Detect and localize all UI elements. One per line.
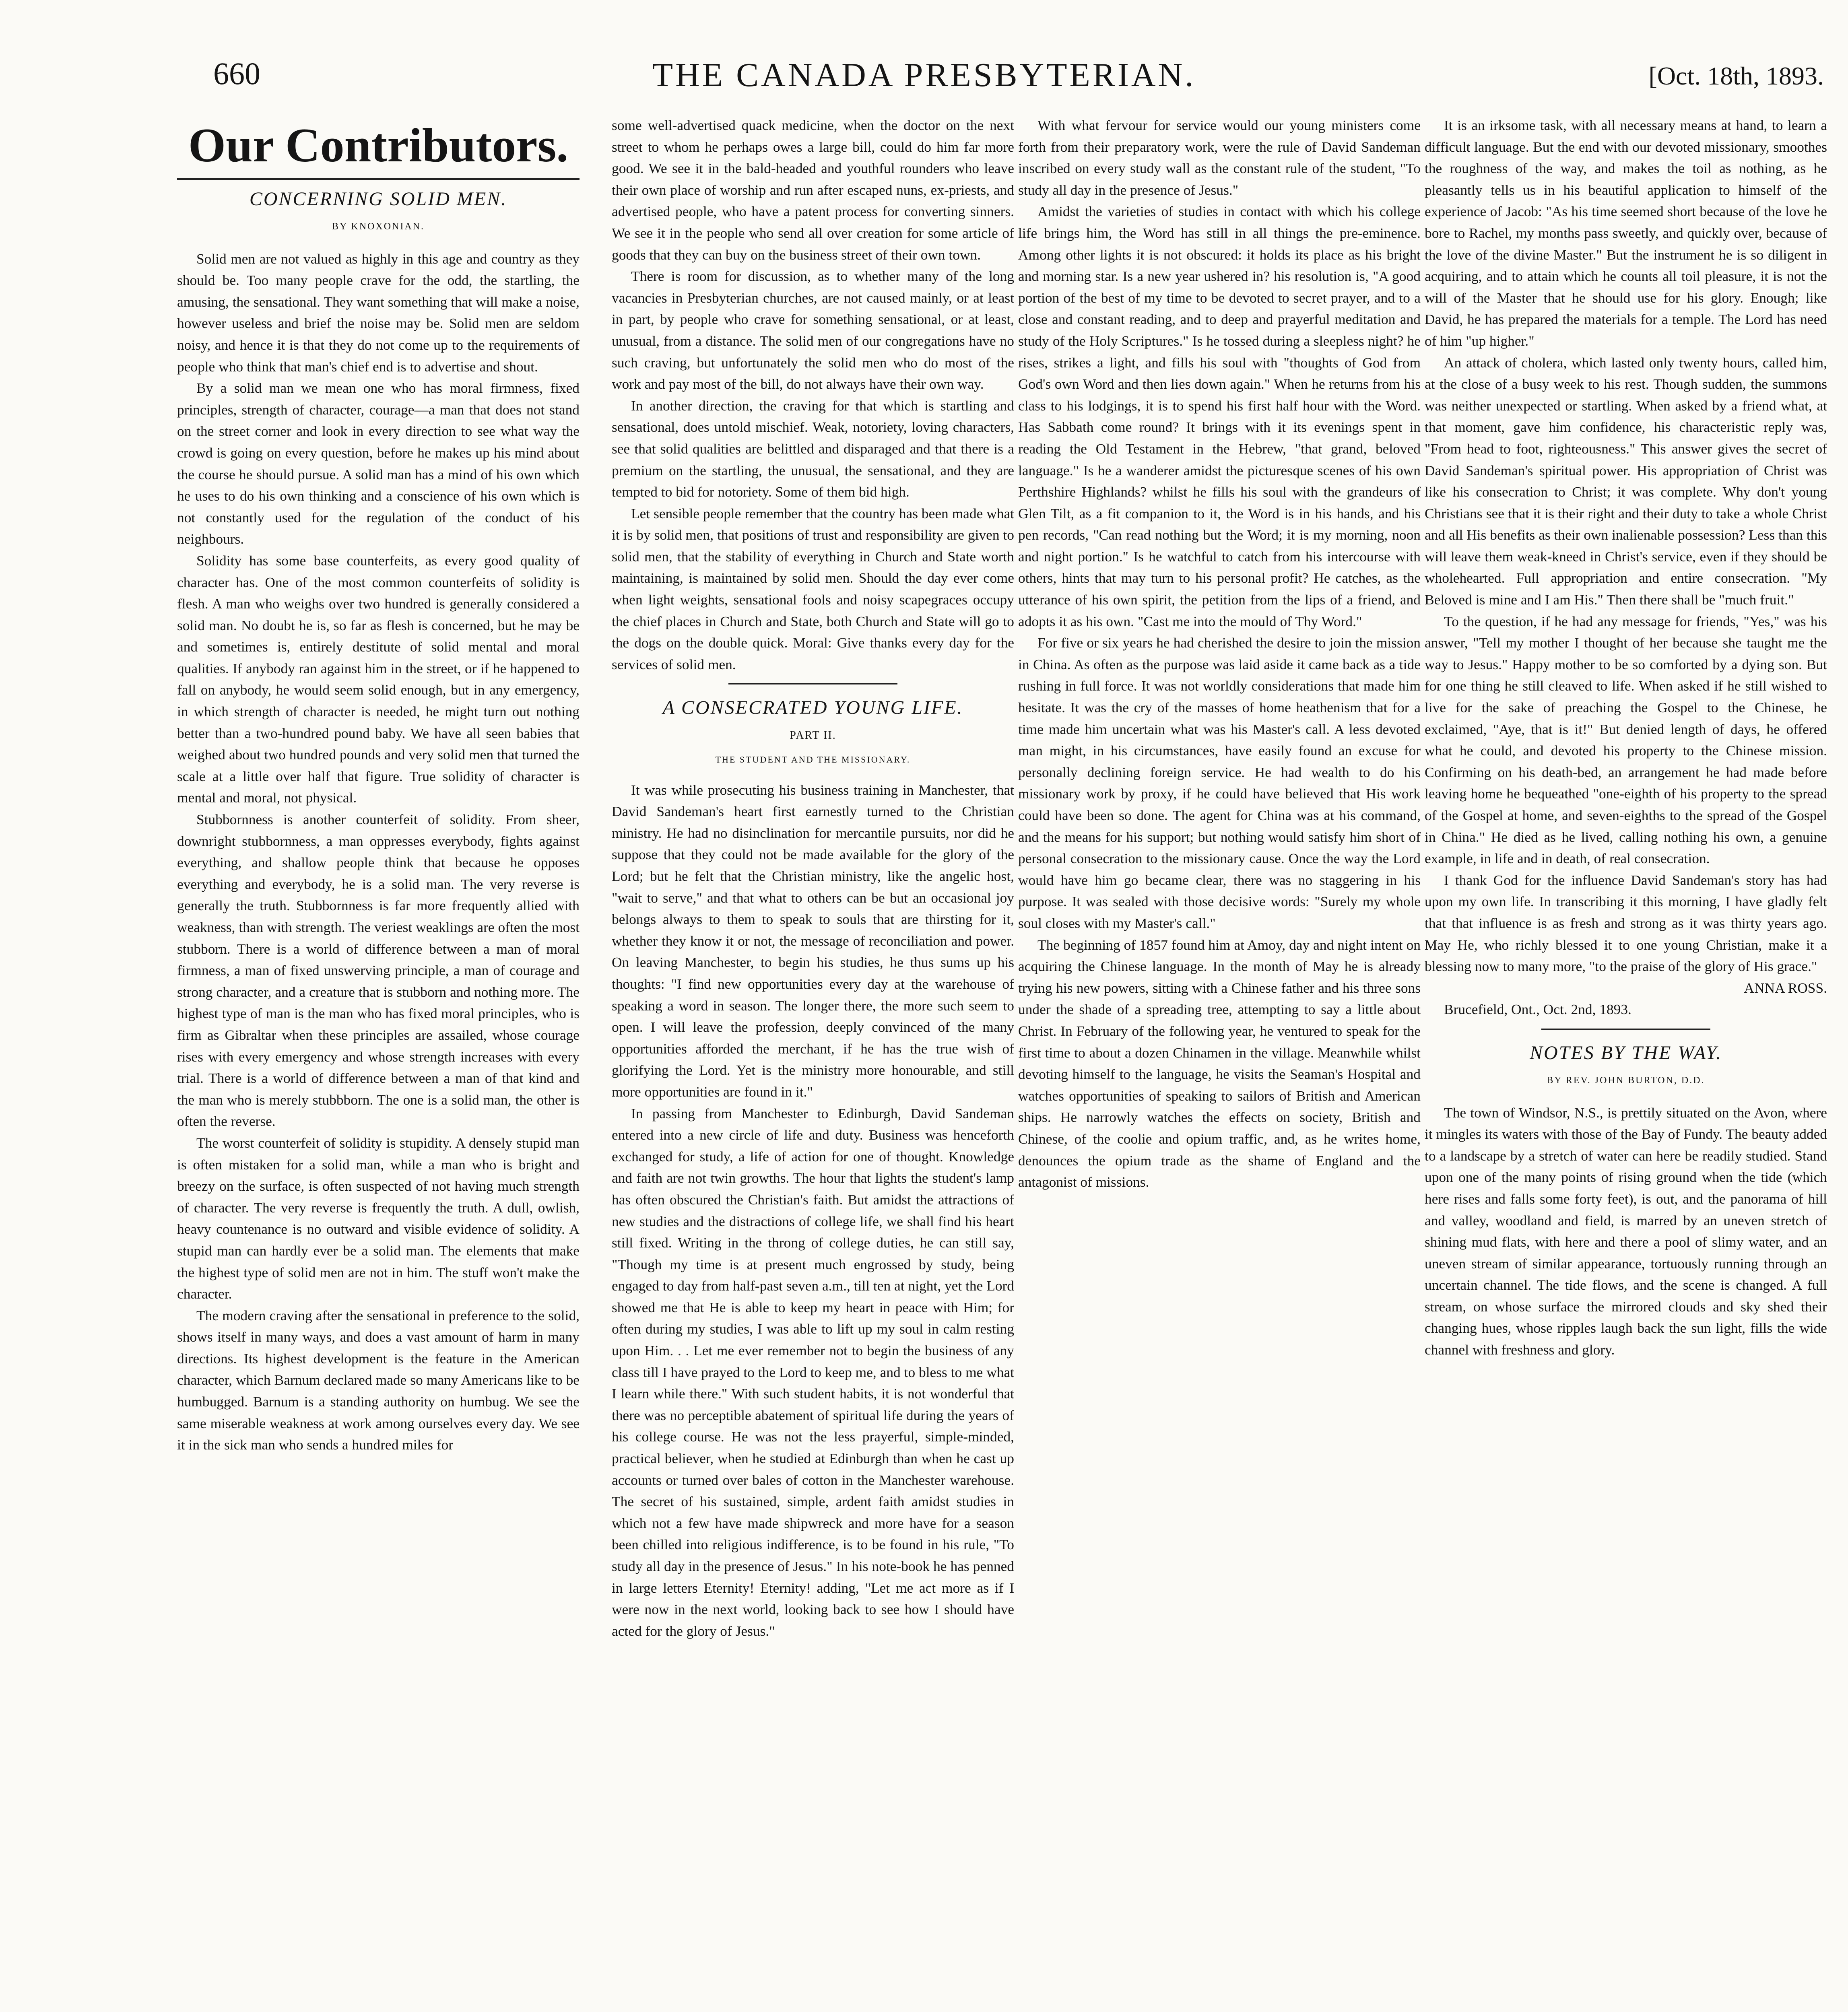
byline-knoxonian: BY KNOXONIAN.: [332, 221, 425, 232]
paragraph: There is room for discussion, as to whether many of the long vacancies in Presbyterian churches, are not caused mainly, or at least in part, by people who crave for something sensational, or at least, unusual, from a distance. The solid men of our congregations have no such craving, but unfortunately the solid men who do most of the work and pay most of the bill, do not always have their own way.: [612, 268, 1014, 392]
newspaper-title: THE CANADA PRESBYTERIAN.: [652, 56, 1196, 94]
section-rule: [177, 178, 580, 180]
paragraph: Solidity has some base counterfeits, as every good quality of character has. One of the most common counterfeits of solidity is flesh. A man who weighs over two hundred is generally considered a solid man. No doubt he is, so far as flesh is concerned, but he may be and sometimes is, entirely destitute of solid mental and moral qualities. If anybody ran against him in the street, or if he happened to fall on anybody, he would seem solid enough, but in any emergency, in which strength of character is needed, he might turn out nothing better than a two-hundred pound baby. We have all seen babies that weighed about two hundred pounds and very solid men that turned the scale at a little over half that figure. True solidity of character is mental and moral, not physical.: [177, 552, 580, 806]
paragraph: With what fervour for service would our young ministers come forth from their preparatory work, were the rule of David Sandeman inscribed on every study wall as the constant rule of the student, "To study all day in the presence of Jesus.": [1018, 117, 1421, 198]
paragraph: The town of Windsor, N.S., is prettily situated on the Avon, where it mingles its waters with those of the Bay of Fundy. The beauty added to a landscape by a stretch of water can here be readily studied. Stand upon one of the many points of rising ground when the tide (which here rises and falls some forty feet), is out, and the panorama of hill and valley, woodland and field, is marred by an uneven stretch of shining mud flats, with here and there a pool of slimy water, and an uneven stream of similar appearance, tortuously running through an uncertain channel. The tide flows, and the scene is changed. A full stream, on whose surface the mirrored clouds and sky shed their changing hues, whose ripples laugh back the sun light, fills the wide channel with freshness and glory.: [1425, 1104, 1827, 1358]
paragraph: It is an irksome task, with all necessary means at hand, to learn a difficult language. But the end with our devoted missionary, smoothes the roughness of the way, and makes the toil as nothing, as he pleasantly tells us in his beautiful application to himself of the experience of Jacob: "As his time seemed short because of the love he bore to Rachel, my months pass sweetly, and quickly over, because of the love of the divine Master." But the instrument he is so diligent in acquiring, and to attain which he counts all toil pleasure, it is not the will of the Master that he should use for his glory. Enough; like David, he has prepared the materials for a temple. The Lord has need of him "up higher.": [1425, 117, 1827, 349]
paragraph: I thank God for the influence David Sandeman's story has had upon my own life. In transcribing it this morning, I have gladly felt that that influence is as fresh and strong as it was thirty years ago. May He, who richly blessed it to one young Christian, make it a blessing now to many more, "to the praise of the glory of His grace.": [1425, 872, 1827, 975]
column-4: [1425, 115, 1827, 2012]
paragraph: In another direction, the craving for that which is startling and sensational, does untold mischief. Weak, notoriety, loving characters, see that solid qualities are belittled and disparaged and that there is a premium on the startling, the unusual, the sensational, and they are tempted to bid for notoriety. Some of them bid high.: [612, 397, 1014, 500]
article-subtitle: THE STUDENT AND THE MISSIONARY.: [715, 754, 911, 765]
paragraph: Amidst the varieties of studies in contact with which his college life brings him, the Word has still in all things the pre-eminence. Among other lights it is not obscured: it holds its place as his bright and morning star. Is a new year ushered in? his resolution is, "A good portion of the best of my time to be devoted to secret prayer, and to a close and constant reading, and to deep and prayerful meditation and study of the Holy Scriptures." Is he tossed during a sleepless night? he rises, strikes a light, and fills his soul with "thoughts of God from God's own Word and then lies down again." When he returns from his class to his lodgings, it is to spend his first half hour with the Word. Has Sabbath come round? It brings with it its evenings spent in reading the Old Testament in the Hebrew, "that grand, beloved language." Is he a wanderer amidst the picturesque scenes of his own Perthshire Highlands? whilst he fills his soul with the grandeurs of Glen Tilt, as a fit companion to it, the Word is in his hands, and his pen records, "Can read nothing but the Word; it is my morning, noon and night portion." Is he watchful to catch from his intercourse with others, hints that may turn to his personal profit? He catches, as the utterance of his own spirit, the petition from the lips of a friend, and adopts it as his own. "Cast me into the mould of Thy Word.": [1018, 203, 1421, 629]
paragraph: The modern craving after the sensational in preference to the solid, shows itself in many ways, and does a vast amount of harm in many directions. Its highest development is the feature in the American character, which Barnum declared made so many Americans like to be humbugged. Barnum is a standing authority on humbug. We see the same miserable weakness at work among ourselves every day. We see it in the sick man who sends a hundred miles for: [177, 1307, 580, 1453]
paragraph: Stubbornness is another counterfeit of solidity. From sheer, downright stubbornness, a man oppresses everybody, fights against everything, and shallow people think that because he opposes everything and everybody, he is a solid man. The very reverse is generally the truth. Stubbornness is far more frequently allied with weakness, than with strength. The veriest weaklings are often the most stubborn. There is a world of difference between a man of moral firmness, a man of fixed unswerving principle, a man of courage and strong character, and a creature that is stubborn and nothing more. The highest type of man is the man who has fixed moral principles, who is firm as Gibraltar when these principles are assailed, whose courage rises with every emergency and whose strength increases with every trial. There is a world of difference between a man of that kind and the man who is merely stubbborn. The one is a solid man, the other is often the reverse.: [177, 811, 580, 1130]
paragraph: For five or six years he had cherished the desire to join the mission in China. As often as the purpose was laid aside it came back as a tide rushing in full force. It was not worldly considerations that made him hesitate. It was the cry of the masses of home heathenism that for a time made him uncertain what was his Master's call. A less devoted man might, in his circumstances, have easily found an excuse for personally declining foreign service. He had wealth to do his missionary work by proxy, if he could have believed that His work could have been so done. The agent for China was at his command, and the means for his support; but nothing would satisfy him short of personal consecration to the missionary cause. Once the way the Lord would have him go became clear, there was no staggering in his purpose. It was sealed with those decisive words: "Surely my whole soul closes with my Master's call.": [1018, 635, 1421, 931]
page-header: [0, 56, 1848, 100]
paragraph: Let sensible people remember that the country has been made what it is by solid men, that positions of trust and responsibility are given to solid men, that the stability of everything in Church and State worth maintaining, is maintained by solid men. Should the day ever come when light weights, sensational fools and noisy scapegraces occupy the chief places in Church and State, both Church and State will go to the dogs on the double quick. Moral: Give thanks every day for the services of solid men.: [612, 505, 1014, 672]
paragraph: By a solid man we mean one who has moral firmness, fixed principles, strength of character, courage—a man that does not stand on the street corner and look in every direction to see what way the crowd is going on every question, before he makes up his mind about the course he should pursue. A solid man has a mind of his own which he uses to do his own thinking and a conscience of his own which is not constantly used for the regulation of the conduct of his neighbours.: [177, 380, 580, 547]
column-2: [612, 115, 1014, 2012]
article-divider: [1541, 1029, 1710, 1030]
place-date: Brucefield, Ont., Oct. 2nd, 1893.: [1444, 1001, 1631, 1018]
page-number: 660: [213, 56, 260, 91]
column-1: [177, 115, 580, 2012]
article-title-young-life: A CONSECRATED YOUNG LIFE.: [662, 697, 963, 719]
paragraph: some well-advertised quack medicine, when the doctor on the next street to whom he perhaps owes a large bill, could do him far more good. We see it in the bald-headed and youthful rounders who leave their own place of worship and run after escaped nuns, ex-priests, and advertised people, who have a patent process for converting sinners. We see it in the people who send all over creation for some article of goods that they can buy on the business street of their own town.: [612, 117, 1014, 263]
paragraph: In passing from Manchester to Edinburgh, David Sandeman entered into a new circle of life and duty. Business was henceforth exchanged for study, a life of action for one of thought. Knowledge and faith are not twin growths. The hour that lights the student's lamp has often obscured the Christian's faith. But amidst the attractions of new studies and the distractions of college life, we shall find his heart still fixed. Writing in the throng of college duties, he can still say, "Though my time is at present much engrossed by study, being engaged to day from half-past seven a.m., till ten at night, yet the Lord showed me that He is able to keep my heart in peace with Him; for often during my studies, I was able to lift up my soul in calm resting upon Him. . . Let me ever remember not to begin the business of any class till I have prayed to the Lord to keep me, and to bless to me what I learn while there." With such student habits, it is not wonderful that there was no perceptible abatement of spiritual life during the years of his college course. He was not the less prayerful, simple-minded, practical believer, when he studied at Edinburgh than when he cast up accounts or turned over bales of cotton in the Manchester warehouse. The secret of his sustained, simple, ardent faith amidst studies in which not a few have made shipwreck and more have for a season been chilled into religious indifference, is to be found in his rule, "To study all day in the presence of Jesus." In his note-book he has penned in large letters Eternity! Eternity! adding, "Let me act more as if I were now in the next world, looking back to see how I should have acted for the glory of Jesus.": [612, 1105, 1014, 1639]
article-divider: [728, 683, 897, 684]
signature: ANNA ROSS.: [1744, 979, 1827, 996]
section-title: Our Contributors.: [188, 118, 569, 172]
paragraph: The worst counterfeit of solidity is stupidity. A densely stupid man is often mistaken for a solid man, while a man who is bright and breezy on the surface, is often suspected of not having much strength of character. The very reverse is frequently the truth. A dull, owlish, heavy countenance is no outward and visible evidence of solidity. A stupid man can hardly ever be a solid man. The elements that make the highest type of solid men are not in him. The stuff won't make the character.: [177, 1134, 580, 1302]
column-3: [1018, 115, 1421, 2012]
paragraph: The beginning of 1857 found him at Amoy, day and night intent on acquiring the Chinese language. In the month of May he is already trying his new powers, sitting with a Chinese father and his three sons under the shade of a spreading tree, attempting to say a little about Christ. In February of the following year, he ventured to speak for the first time to about a dozen Chinamen in the village. Meanwhile whilst devoting himself to the language, he visits the Seaman's Hospital and watches opportunities of speaking to sailors of British and American ships. He narrowly watches the effects on society, British and Chinese, of the coolie and opium traffic, and, as he writes home, denounces the opium trade as the shame of England and the antagonist of missions.: [1018, 936, 1421, 1190]
article-title-notes: NOTES BY THE WAY.: [1530, 1042, 1722, 1064]
paragraph: It was while prosecuting his business training in Manchester, that David Sandeman's heart first earnestly turned to the Christian ministry. He had no disinclination for mercantile pursuits, nor did he suppose that they could not be made available for the glory of the Lord; but he felt that the Christian ministry, like the angelic host, "wait to serve," and that what to others can be but an occasional joy belongs always to them to speak to souls that are thirsting for it, whether they know it or not, the message of reconciliation and power. On leaving Manchester, to begin his studies, he thus sums up his thoughts: "I find new opportunities every day at the warehouse of speaking a word in season. The longer there, the more such seem to open. I will leave the profession, deeply convinced of the many opportunities afforded the merchant, if he has the true wish of glorifying the Lord. Yet is the ministry more honourable, and still more opportunities are found in it.": [612, 781, 1014, 1100]
paragraph: An attack of cholera, which lasted only twenty hours, called him, at the close of a busy week to his rest. Though sudden, the summons was neither unexpected or startling. When asked by a friend what, at that moment, gave him confidence, his characteristic reply was, "From head to foot, righteousness." This answer gives the secret of David Sandeman's spiritual power. His appropriation of Christ was like his consecration to Christ; it was complete. Why don't young Christians see that it is their right and their duty to take a whole Christ and all His benefits as their own inalienable possession? Less than this will leave them weak-kneed in Christ's service, even if they should be wholehearted. Full appropriation and entire consecration. "My Beloved is mine and I am His." Then there shall be "much fruit.": [1425, 354, 1827, 608]
article-title-solid-men: CONCERNING SOLID MEN.: [249, 188, 507, 210]
paragraph: To the question, if he had any message for friends, "Yes," was his answer, "Tell my mother I thought of her because she taught me the way to Jesus." Happy mother to be so comforted by a dying son. But for one thing he still cleaved to life. When asked if he still wished to live for the sake of preaching the Gospel to the Chinese, he exclaimed, "Aye, that is it!" But denied length of days, he offered what he could, and devoted his property to the Chinese mission. Confirming on his death-bed, an arrangement he had made before leaving home he bequeathed "one-eighth of his property to the spread of the Gospel at home, and seven-eighths to the spread of the Gospel in China." He died as he lived, calling nothing his own, a genuine example, in life and in death, of real consecration.: [1425, 613, 1827, 867]
article-part: PART II.: [790, 729, 836, 742]
byline-burton: BY REV. JOHN BURTON, D.D.: [1547, 1075, 1705, 1086]
issue-date: [Oct. 18th, 1893.: [1648, 62, 1824, 90]
paragraph: Solid men are not valued as highly in this age and country as they should be. Too many people crave for the odd, the startling, the amusing, the sensational. They want something that will make a noise, however useless and brief the noise may be. Solid men are seldom noisy, and hence it is that they do not come up to the requirements of people who think that man's chief end is to advertise and shout.: [177, 250, 580, 375]
